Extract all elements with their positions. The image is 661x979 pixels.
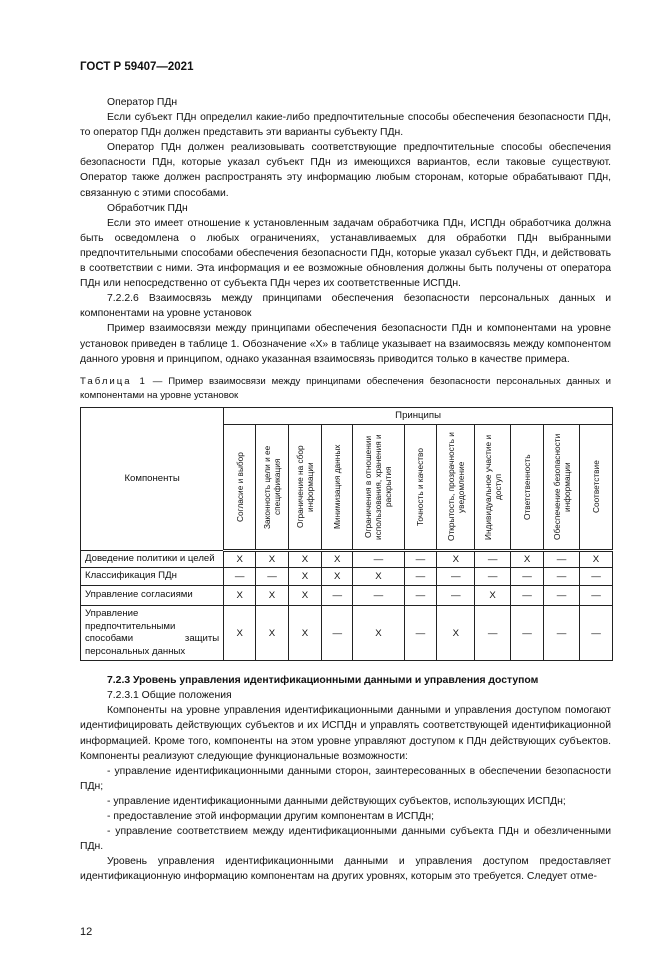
table-row bbox=[81, 550, 613, 568]
relation-cell: — bbox=[511, 586, 544, 606]
table-caption: Таблица 1 — Пример взаимосвязи между принципами обеспечения безопасности персональных данных и компонентами на уровне установок bbox=[80, 375, 611, 401]
principle-label: Соответствие bbox=[591, 460, 601, 514]
principle-label: Точность и качество bbox=[415, 447, 426, 526]
relation-cell: X bbox=[322, 550, 353, 568]
paragraph: Оператор ПДн bbox=[107, 97, 178, 108]
paragraph: Пример взаимосвязи между принципами обеспечения безопасности ПДн и компонентами на уровне установок приведен в таблице 1. Обозначение «X» в таблице указывает на взаимосвязь между компонентом данного уровня и принципом, однако указанная взаимосвязь приводится только в качестве примера. bbox=[80, 323, 611, 365]
relation-cell: — bbox=[256, 568, 289, 586]
table-row bbox=[81, 568, 613, 586]
relation-cell: — bbox=[511, 606, 544, 661]
paragraph: Обработчик ПДн bbox=[107, 202, 188, 214]
relation-cell: X bbox=[224, 550, 256, 568]
principle-label: Минимизация данных bbox=[332, 444, 343, 529]
principle-label: Открытость, прозрачность и уведомление bbox=[445, 432, 466, 542]
relation-cell: — bbox=[580, 568, 613, 586]
relation-cell: — bbox=[580, 606, 613, 661]
relation-cell: — bbox=[404, 586, 437, 606]
body-text-top bbox=[80, 95, 611, 367]
relation-cell: X bbox=[580, 550, 613, 568]
principle-label: Обеспечение безопасности информации bbox=[551, 433, 572, 540]
page-number: 12 bbox=[80, 925, 93, 938]
relation-cell: — bbox=[353, 586, 404, 606]
section-heading: 7.2.3 Уровень управления идентификационными данными и управления доступом bbox=[107, 675, 539, 687]
relation-cell: — bbox=[224, 568, 256, 586]
principle-header bbox=[544, 424, 580, 550]
relation-cell: — bbox=[322, 586, 353, 606]
relation-cell: X bbox=[256, 586, 289, 606]
relation-cell: — bbox=[544, 568, 580, 586]
relation-cell: — bbox=[437, 568, 475, 586]
paragraph: Оператор ПДн должен реализовывать соответствующие предпочтительные способы обеспечения безопасности ПДн, которые указал субъект ПДн из имеющихся вариантов, если таковые существуют. Оператор также должен распространять эту информацию любым сторонам, которые обрабатывают ПДн, связанную с этими способами. bbox=[80, 142, 611, 199]
relation-cell: X bbox=[288, 550, 321, 568]
principle-header bbox=[475, 424, 511, 550]
relation-cell: — bbox=[544, 586, 580, 606]
components-header: Компоненты bbox=[81, 407, 224, 550]
relation-cell: — bbox=[322, 606, 353, 661]
relation-cell: X bbox=[437, 550, 475, 568]
principles-header: Принципы bbox=[224, 407, 613, 424]
paragraph: Компоненты на уровне управления идентификационными данными и управления доступом помогают идентифицировать действующих субъектов и их ИСПДн и управлять соответствующей идентификационной информацией. Кроме того, компоненты на этом уровне управляют доступом к ПДн действующих субъектов. Компоненты реализуют следующие функциональные возможности: bbox=[80, 705, 611, 762]
relation-cell: X bbox=[256, 606, 289, 661]
relation-cell: — bbox=[353, 550, 404, 568]
paragraph: Если это имеет отношение к установленным задачам обработчика ПДн, ИСПДн обработчика должна быть осведомлена о любых ограничениях, устанавливаемых для обработки ПДн выбранными предпочтительными способами обеспечения безопасности ПДн, которые указал субъект ПДн, и действовать в соответствии с ними. Эта информация и ее возможные обновления должны быть получены от оператора ПДн или непосредственно от субъекта ПДн через их соответственные ИСПДн. bbox=[80, 217, 611, 290]
body-text-bottom bbox=[80, 673, 611, 884]
relation-cell: X bbox=[288, 568, 321, 586]
relation-cell: — bbox=[475, 606, 511, 661]
component-name: Управление согласиями bbox=[81, 586, 224, 606]
paragraph: 7.2.2.6 Взаимосвязь между принципами обеспечения безопасности персональных данных и компонентами на уровне установок bbox=[80, 293, 611, 320]
principle-label: Ответственность bbox=[522, 453, 533, 520]
relation-cell: — bbox=[544, 606, 580, 661]
list-item: - управление соответствием между идентификационными данными субъекта ПДн и обезличенными ПДн. bbox=[80, 826, 611, 853]
relation-cell: — bbox=[580, 586, 613, 606]
principle-header bbox=[580, 424, 613, 550]
principle-label: Ограничения в отношении использования, хранения и раскрытия bbox=[363, 433, 394, 540]
paragraph: Если субъект ПДн определил какие-либо предпочтительные способы обеспечения безопасности ПДн, то оператор ПДн должен представить эти варианты субъекту ПДн. bbox=[80, 112, 611, 139]
relation-cell: X bbox=[256, 550, 289, 568]
component-name: Доведение политики и целей bbox=[81, 550, 224, 568]
relation-cell: X bbox=[224, 586, 256, 606]
relation-cell: — bbox=[437, 586, 475, 606]
principle-label: Согласие и выбор bbox=[234, 451, 245, 522]
relation-cell: — bbox=[404, 606, 437, 661]
list-item: - управление идентификационными данными действующих субъектов, использующих ИСПДн; bbox=[107, 795, 566, 807]
principle-header bbox=[256, 424, 289, 550]
relation-cell: X bbox=[511, 550, 544, 568]
relation-cell: X bbox=[224, 606, 256, 661]
document-header: ГОСТ Р 59407—2021 bbox=[80, 61, 194, 73]
component-name: Управление предпочтительными способами защиты персональных данных bbox=[81, 606, 224, 661]
relation-cell: X bbox=[288, 606, 321, 661]
principle-header bbox=[437, 424, 475, 550]
relation-cell: X bbox=[322, 568, 353, 586]
principle-label: Индивидуальное участие и доступ bbox=[482, 434, 503, 540]
relation-cell: X bbox=[475, 586, 511, 606]
principle-header bbox=[224, 424, 256, 550]
relation-cell: — bbox=[475, 550, 511, 568]
relation-cell: — bbox=[511, 568, 544, 586]
principle-label: Законность цели и ее спецификация bbox=[262, 445, 282, 529]
principle-header bbox=[353, 424, 404, 550]
relation-cell: X bbox=[353, 568, 404, 586]
relation-cell: — bbox=[404, 550, 437, 568]
list-item: - управление идентификационными данными сторон, заинтересованных в обеспечении безопасности ПДн; bbox=[80, 765, 611, 792]
principle-header bbox=[404, 424, 437, 550]
principle-header bbox=[322, 424, 353, 550]
table-body bbox=[81, 550, 613, 661]
list-item: - предоставление этой информации другим компонентам в ИСПДн; bbox=[107, 811, 435, 823]
relation-cell: — bbox=[475, 568, 511, 586]
component-name: Классификация ПДн bbox=[81, 568, 224, 586]
paragraph: 7.2.3.1 Общие положения bbox=[107, 690, 232, 702]
relation-cell: X bbox=[437, 606, 475, 661]
relation-cell: — bbox=[544, 550, 580, 568]
principles-table bbox=[80, 407, 613, 662]
relation-cell: — bbox=[404, 568, 437, 586]
relation-cell: X bbox=[288, 586, 321, 606]
relation-cell: X bbox=[353, 606, 404, 661]
principle-header bbox=[288, 424, 321, 550]
paragraph: Уровень управления идентификационными данными и управления доступом предоставляет идентификационную информацию компонентам на других уровнях, которым это требуется. Следует отме- bbox=[80, 856, 611, 883]
principle-label: Ограничение на сбор информации bbox=[294, 445, 315, 529]
principle-header bbox=[511, 424, 544, 550]
table-row bbox=[81, 586, 613, 606]
table-row bbox=[81, 606, 613, 661]
